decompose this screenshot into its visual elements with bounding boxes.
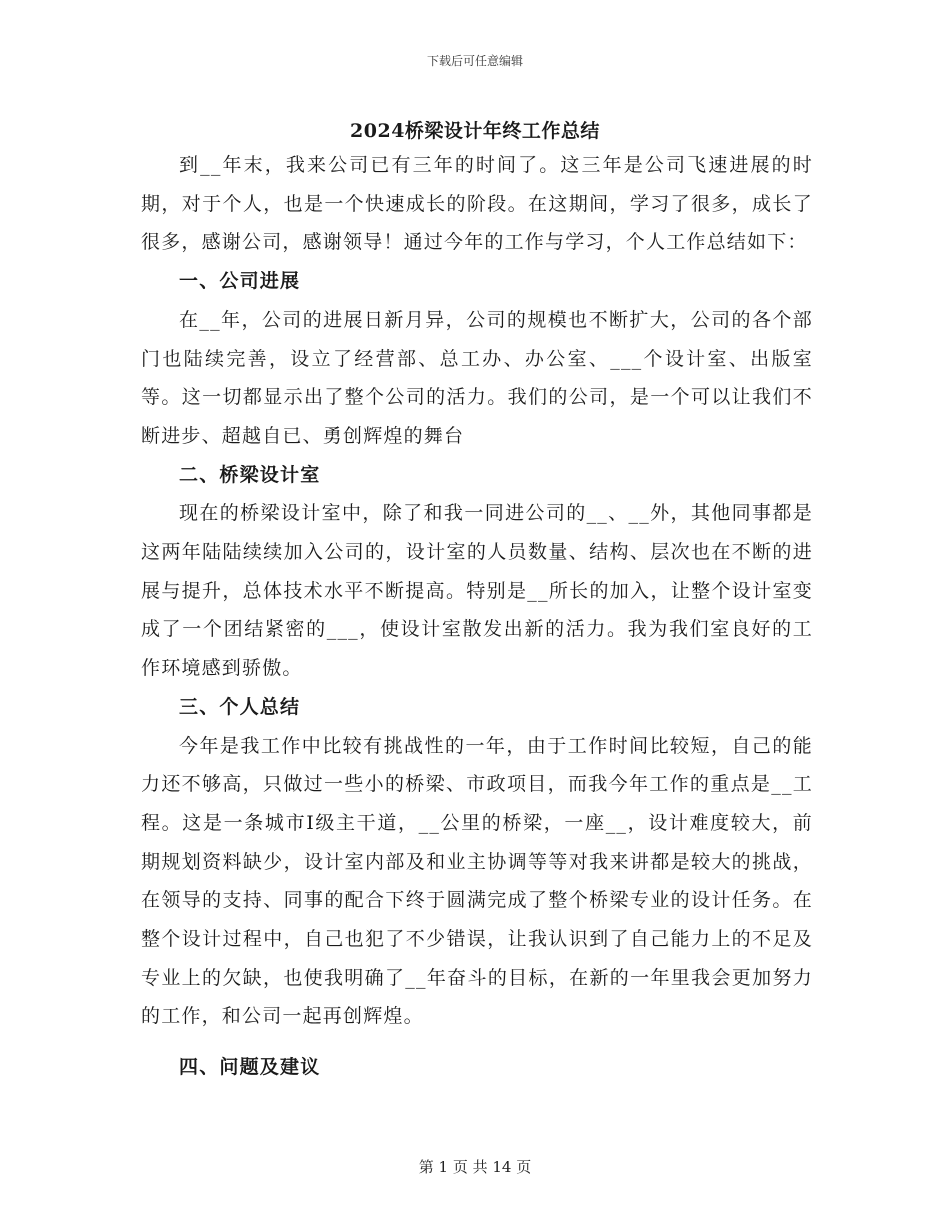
- section-body-bridge-office: 现在的桥梁设计室中，除了和我一同进公司的__、__外，其他同事都是这两年陆陆续续加入公司的，设计室的人员数量、结构、层次也在不断的进展与提升，总体技术水平不断提高。特别是__所长的加入，让整个设计室变成了一个团结紧密的___，使设计室散发出新的活力。我为我们室良好的工作环境感到骄傲。: [141, 502, 813, 680]
- document-body: [141, 146, 813, 1087]
- page-number-footer: 第 1 页 共 14 页: [418, 1158, 532, 1176]
- intro-paragraph: 到__年末，我来公司已有三年的时间了。这三年是公司飞速进展的时期，对于个人，也是一个快速成长的阶段。在这期间，学习了很多，成长了很多，感谢公司，感谢领导！通过今年的工作与学习，个人工作总结如下：: [141, 154, 813, 254]
- section-body-personal: 今年是我工作中比较有挑战性的一年，由于工作时间比较短，自己的能力还不够高，只做过一些小的桥梁、市政项目，而我今年工作的重点是__工程。这是一条城市Ⅰ级主干道，__公里的桥梁，一座__，设计难度较大，前期规划资料缺少，设计室内部及和业主协调等等对我来讲都是较大的挑战，在领导的支持、同事的配合下终于圆满完成了整个桥梁专业的设计任务。在整个设计过程中，自己也犯了不少错误，让我认识到了自己能力上的不足及专业上的欠缺，也使我明确了__年奋斗的目标，在新的一年里我会更加努力的工作，和公司一起再创辉煌。: [141, 734, 813, 1028]
- section-heading-issues: 四、问题及建议: [179, 1056, 321, 1079]
- document-title: 2024桥梁设计年终工作总结: [350, 120, 600, 142]
- section-body-company: 在__年，公司的进展日新月异，公司的规模也不断扩大，公司的各个部门也陆续完善，设立了经营部、总工办、办公室、___个设计室、出版室等。这一切都显示出了整个公司的活力。我们的公司，是一个可以让我们不断进步、超越自已、勇创辉煌的舞台: [141, 308, 813, 447]
- section-heading-personal: 三、个人总结: [179, 695, 301, 718]
- section-heading-company: 一、公司进展: [179, 270, 301, 293]
- section-heading-bridge-office: 二、桥梁设计室: [179, 463, 321, 486]
- page-header-note: 下载后可任意编辑: [426, 54, 523, 68]
